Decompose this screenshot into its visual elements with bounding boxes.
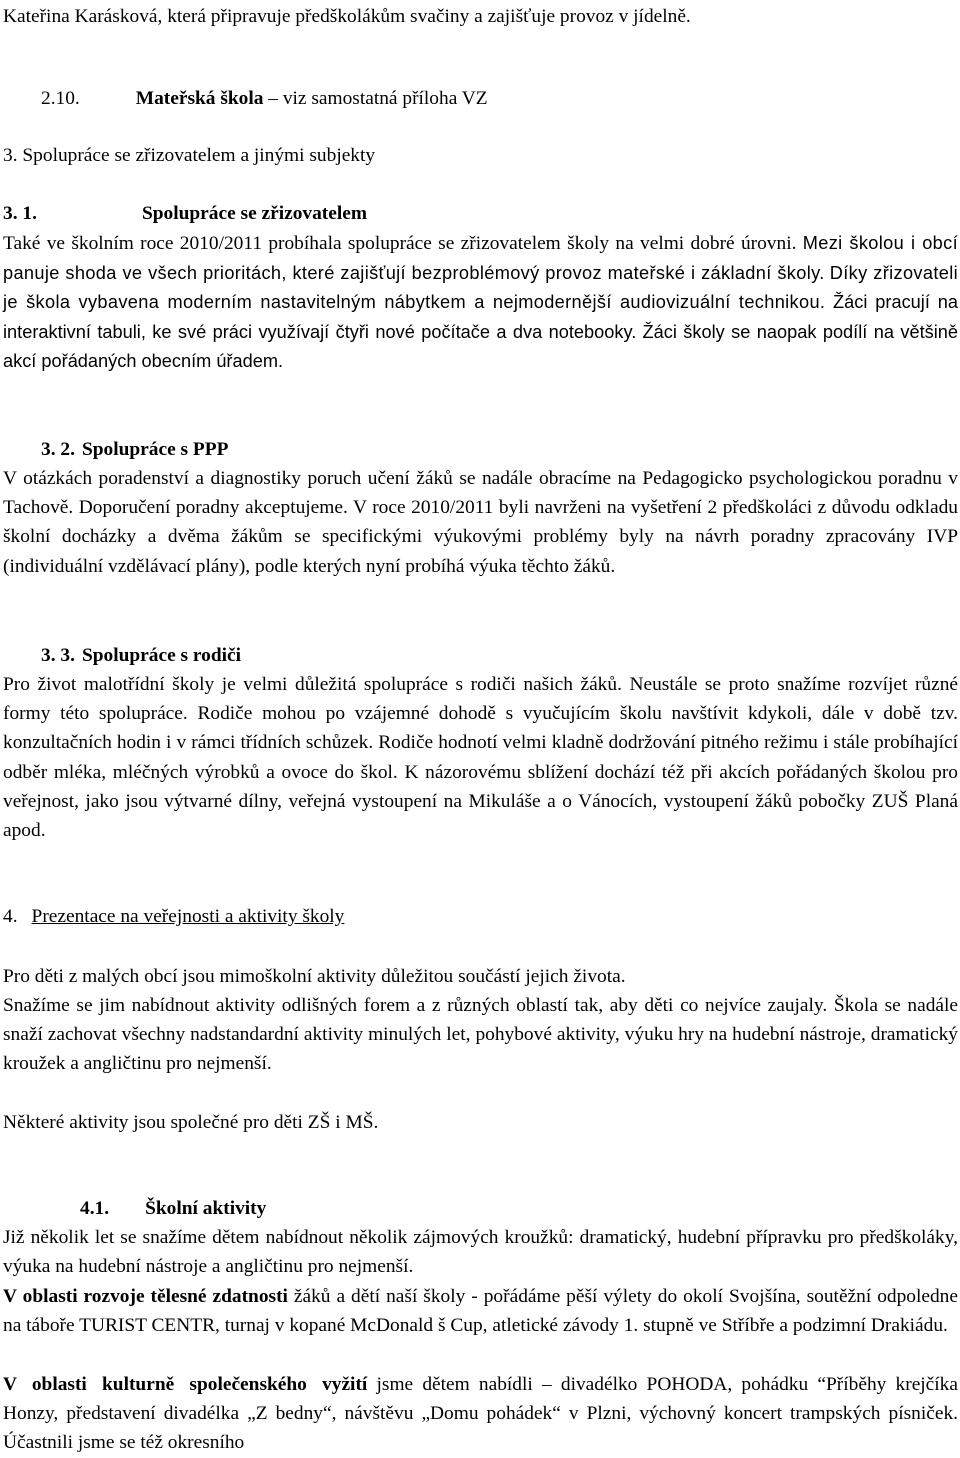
section-4-1-number: 4.1.: [80, 1198, 110, 1219]
section-3-3-title: Spolupráce s rodiči: [81, 645, 242, 666]
intro-paragraph: Kateřina Karásková, která připravuje předškolákům svačiny a zajišťuje provoz v jídelně.: [3, 6, 691, 27]
section-2-10-title: Mateřská škola: [135, 88, 264, 109]
section-4-title: Prezentace na veřejnosti a aktivity školy: [31, 906, 345, 927]
section-4-number: 4.: [3, 906, 18, 927]
section-3-3-heading: [41, 641, 241, 670]
section-4-paragraph-2: Snažíme se jim nabídnout aktivity odlišných forem a z různých oblastí tak, aby děti co nejvíce zaujaly. Škola se nadále snaží zachovat všechny nadstandardní aktivity minulých let, pohybové aktivity, výuku hry na hudební nástroje, dramatický kroužek a angličtinu pro nejmenší.: [3, 995, 958, 1075]
section-3-3-number: 3. 3.: [41, 645, 75, 666]
section-4-1-paragraph-3: [3, 1370, 958, 1458]
s3-1-sentence-3: Díky zřizovateli je škola vybavena moderním nastavitelným nábytkem a nejmodernější audiovizuální technikou.: [3, 262, 958, 313]
section-2-10-rest: – viz samostatná příloha VZ: [263, 88, 488, 109]
physical-fitness-text: žáků a dětí naší školy - pořádáme pěší výlety do okolí Svojšína, soutěžní odpoledne na táboře TURIST CENTR, turnaj v kopané McDonald š Cup, atletické závody 1. stupně ve Stříbře a podzimní Drakiádu.: [3, 1286, 958, 1337]
section-2-10-heading: [41, 84, 488, 113]
cultural-life-label: V oblasti kulturně společenského vyžití: [3, 1374, 368, 1395]
s3-1-sentence-1: Také ve školním roce 2010/2011 probíhala spolupráce se zřizovatelem školy na velmi dobré úrovni.: [3, 233, 797, 254]
section-3-3-text: Pro život malotřídní školy je velmi důležitá spolupráce s rodiči našich žáků. Neustále se proto snažíme rozvíjet různé formy této spolupráce. Rodiče mohou po vzájemné dohodě s vyučujícím školu navštívit kdykoli, dále v době tzv. konzultačních hodin i v rámci třídních schůzek. Rodiče hodnotí velmi kladně dodržování pitného režimu i stále probíhající odběr mléka, mléčných výrobků a ovoce do škol. K názorovému sblížení dochází též při akcích pořádaných školou pro veřejnost, jako jsou výtvarné dílny, veřejná vystoupení na Mikuláše a o Vánocích, vystoupení žáků pobočky ZUŠ Planá apod.: [3, 674, 958, 842]
s3-1-sentence-2: Mezi školou i obcí panuje shoda ve všech prioritách, které zajišťují bezproblémový provoz mateřské i základní školy.: [3, 233, 958, 283]
section-4-1-paragraph-1: Již několik let se snažíme dětem nabídnout několik zájmových kroužků: dramatický, hudební přípravku pro předškoláky, výuka na hudební nástroje a angličtinu pro nejmenší.: [3, 1227, 958, 1278]
section-4-1-paragraph-2: [3, 1282, 958, 1340]
section-3-1-title: Spolupráce se zřizovatelem: [141, 203, 368, 224]
section-3-2-heading: [41, 435, 228, 464]
section-2-10-number: 2.10.: [41, 88, 80, 109]
section-3-2-number: 3. 2.: [41, 439, 75, 460]
section-3-2-text: V otázkách poradenství a diagnostiky poruch učení žáků se nadále obracíme na Pedagogicko psychologickou poradnu v Tachově. Doporučení poradny akceptujeme. V roce 2010/2011 byli navrženi na vyšetření 2 předškoláci z důvodu odkladu školní docházky a dvěma žákům se specifickými výukovými problémy byly na návrh poradny zpracovány IVP (individuální vzdělávací plány), podle kterých nyní probíhá výuka těchto žáků.: [3, 468, 958, 577]
section-4-paragraph-3: Některé aktivity jsou společné pro děti ZŠ i MŠ.: [3, 1112, 379, 1133]
s3-1-sentence-5: Žáci školy se naopak podílí na většině akcí pořádaných obecním úřadem.: [3, 321, 959, 372]
s3-1-sentence-4: Žáci pracují na interaktivní tabuli, ke své práci využívají čtyři nové počítače a dva notebooky.: [3, 292, 958, 342]
section-4-paragraph-1: Pro děti z malých obcí jsou mimoškolní aktivity důležitou součástí jejich života.: [3, 966, 626, 987]
physical-fitness-label: V oblasti rozvoje tělesné zdatnosti: [3, 1286, 288, 1307]
section-3-heading: 3. Spolupráce se zřizovatelem a jinými subjekty: [3, 145, 376, 166]
section-3-1-number: 3. 1.: [3, 203, 37, 224]
section-3-1-text: [3, 229, 958, 377]
section-4-1-heading: [80, 1194, 266, 1223]
cultural-life-text: jsme dětem nabídli – divadélko POHODA, pohádku “Příběhy krejčíka Honzy, představení divadélka „Z bedny“, návštěvu „Domu pohádek“ v Plzni, výchovný koncert trampských písniček. Účastnili jsme se též okresního: [3, 1374, 958, 1454]
section-4-heading: [3, 902, 344, 931]
section-4-1-title: Školní aktivity: [145, 1198, 267, 1219]
section-3-2-title: Spolupráce s PPP: [81, 439, 229, 460]
section-3-1-heading: [3, 199, 367, 228]
